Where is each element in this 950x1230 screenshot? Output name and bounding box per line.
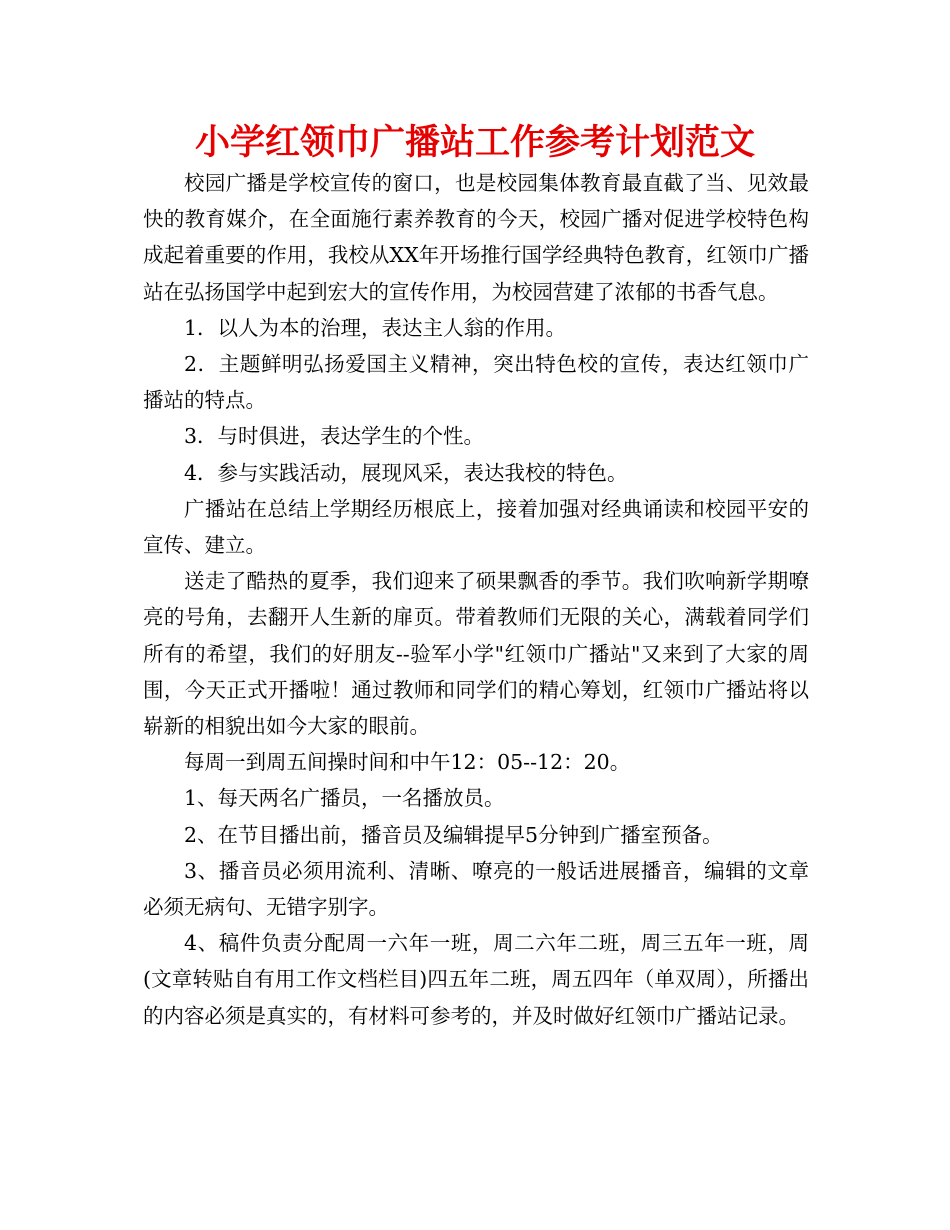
paragraph-goal-3: 3．与时俱进，表达学生的个性。: [184, 424, 485, 449]
document-body: [143, 165, 809, 1034]
paragraph-schedule: 每周一到周五间操时间和中午12：05--12：20。: [184, 750, 631, 775]
paragraph-opening: 送走了酷热的夏季，我们迎来了硕果飘香的季节。我们吹响新学期嘹亮的号角，去翻开人生新的扉页。带着教师们无限的关心，满载着同学们所有的希望，我们的好朋友--验军小学"红领巾广播站"又来到了大家的周围，今天正式开播啦！通过教师和同学们的精心筹划，红领巾广播站将以崭新的相貌出如今大家的眼前。: [143, 569, 809, 739]
paragraph-rule-2: 2、在节目播出前，播音员及编辑提早5分钟到广播室预备。: [184, 822, 723, 847]
paragraph-goal-1: 1．以人为本的治理，表达主人翁的作用。: [184, 315, 567, 340]
paragraph-intro: 校园广播是学校宣传的窗口，也是校园集体教育最直截了当、见效最快的教育媒介，在全面施行素养教育的今天，校园广播对促进学校特色构成起着重要的作用，我校从XX年开场推行国学经典特色教育，红领巾广播站在弘扬国学中起到宏大的宣传作用，为校园营建了浓郁的书香气息。: [143, 171, 809, 304]
paragraph-rule-3: 3、播音员必须用流利、清晰、嘹亮的一般话进展播音，编辑的文章必须无病句、无错字别字。: [143, 858, 809, 920]
paragraph-rule-4: 4、稿件负责分配周一六年一班，周二六年二班，周三五年一班，周(文章转贴自有用工作文档栏目)四五年二班，周五四年（单双周），所播出的内容必须是真实的，有材料可参考的，并及时做好红领巾广播站记录。: [143, 931, 809, 1028]
paragraph-goal-4: 4．参与实践活动，展现风采，表达我校的特色。: [184, 460, 628, 485]
paragraph-rule-1: 1、每天两名广播员，一名播放员。: [184, 786, 505, 811]
paragraph-summary: 广播站在总结上学期经历根底上，接着加强对经典诵读和校园平安的宣传、建立。: [143, 496, 809, 558]
paragraph-goal-2: 2．主题鲜明弘扬爱国主义精神，突出特色校的宣传，表达红领巾广播站的特点。: [143, 352, 809, 413]
document-title: 小学红领巾广播站工作参考计划范文: [194, 123, 755, 163]
